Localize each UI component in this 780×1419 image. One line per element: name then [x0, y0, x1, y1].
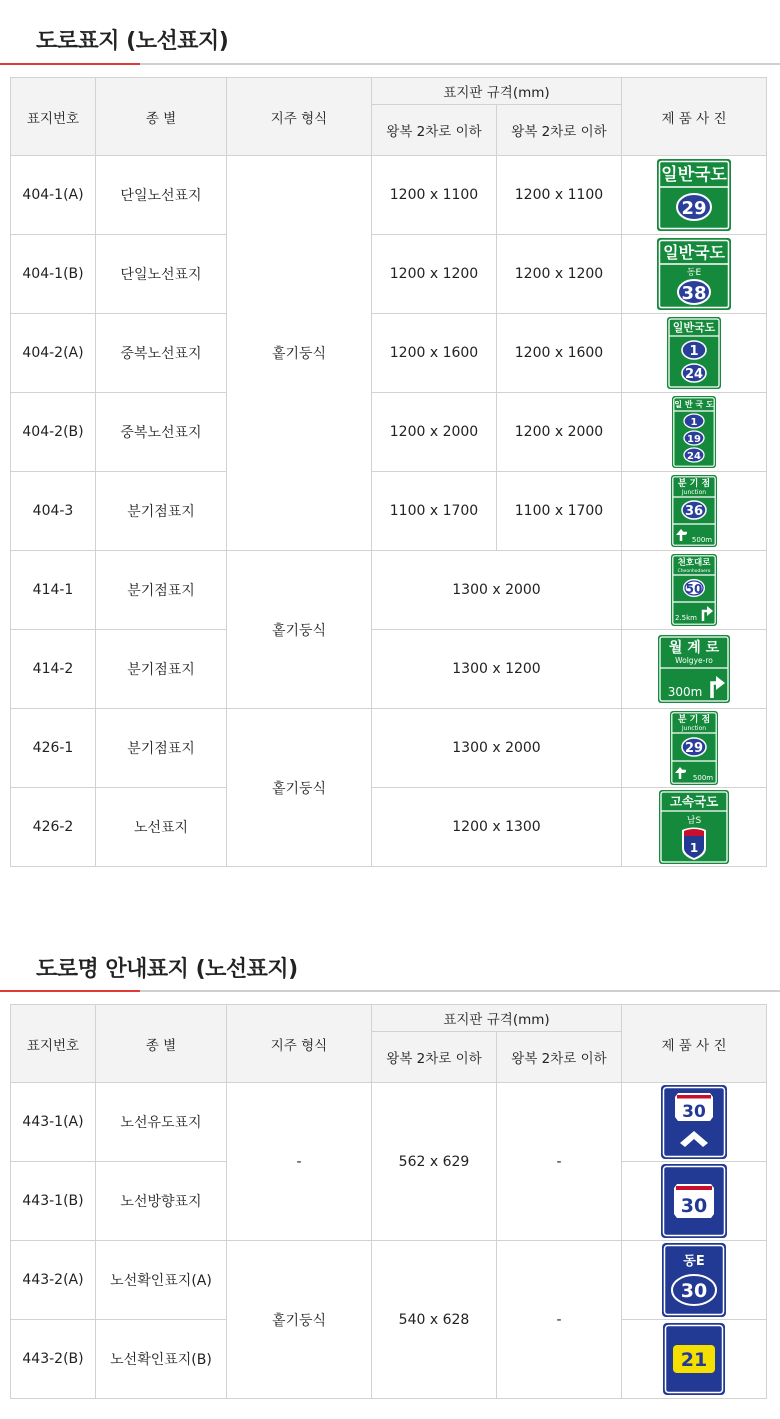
cell-spec2: 1200 x 1600	[497, 314, 622, 393]
cell-type: 분기점표지	[96, 472, 227, 551]
svg-text:29: 29	[684, 741, 704, 756]
cell-photo	[622, 1162, 767, 1241]
cell-spec1: 562 x 629	[372, 1083, 497, 1241]
header-sub2: 왕복 2차로 이하	[497, 1032, 622, 1083]
cell-code: 414-1	[11, 551, 96, 630]
svg-text:30: 30	[680, 1280, 708, 1302]
cell-type: 노선유도표지	[96, 1083, 227, 1162]
cell-photo	[622, 709, 767, 788]
cell-photo	[622, 551, 767, 630]
svg-text:Junction: Junction	[681, 725, 707, 732]
header-sub1: 왕복 2차로 이하	[372, 1032, 497, 1083]
svg-text:50: 50	[685, 582, 703, 596]
header-code: 표지번호	[11, 78, 96, 156]
cell-spec1: 1100 x 1700	[372, 472, 497, 551]
cell-code: 404-2(A)	[11, 314, 96, 393]
svg-text:일 반 국 도: 일 반 국 도	[674, 400, 714, 409]
svg-text:30: 30	[682, 1102, 706, 1122]
table-row	[11, 709, 767, 788]
header-sub1: 왕복 2차로 이하	[372, 105, 497, 156]
cell-type: 단일노선표지	[96, 156, 227, 235]
svg-text:1: 1	[689, 344, 699, 359]
cell-code: 414-2	[11, 630, 96, 709]
svg-text:Junction: Junction	[681, 489, 707, 496]
junction-sign-image	[671, 554, 717, 626]
table-row	[11, 788, 767, 867]
header-code: 표지번호	[11, 1005, 96, 1083]
table-row	[11, 1083, 767, 1162]
cell-type: 노선방향표지	[96, 1162, 227, 1241]
cell-type: 중복노선표지	[96, 393, 227, 472]
cell-code: 404-2(B)	[11, 393, 96, 472]
section-title: 도로표지 (노선표지)	[36, 29, 229, 54]
svg-text:300m: 300m	[667, 685, 703, 699]
cell-type: 분기점표지	[96, 709, 227, 788]
cell-spec1: 1200 x 1100	[372, 156, 497, 235]
table-row	[11, 551, 767, 630]
header-sub2: 왕복 2차로 이하	[497, 105, 622, 156]
cell-photo	[622, 630, 767, 709]
header-spec: 표지판 규격(mm)	[372, 78, 622, 105]
cell-code: 443-2(A)	[11, 1241, 96, 1320]
header-type: 종 별	[96, 1005, 227, 1083]
cell-code: 443-2(B)	[11, 1320, 96, 1399]
cell-code: 443-1(B)	[11, 1162, 96, 1241]
cell-spec1: 1200 x 1200	[372, 235, 497, 314]
svg-text:1: 1	[689, 841, 699, 855]
route-confirm-sign-image	[662, 1243, 726, 1317]
table-row	[11, 472, 767, 551]
cell-spec1: 1200 x 2000	[372, 393, 497, 472]
route-sign-image	[667, 317, 721, 389]
route-sign-image	[657, 238, 731, 310]
svg-text:21: 21	[680, 1349, 708, 1371]
cell-photo	[622, 472, 767, 551]
expressway-sign-image	[659, 790, 729, 864]
section-divider	[0, 63, 780, 65]
svg-text:분 기 점: 분 기 점	[677, 479, 711, 489]
cell-photo	[622, 1320, 767, 1399]
section-road-name-signs	[0, 930, 780, 1419]
svg-text:동E: 동E	[686, 268, 702, 278]
header-type: 종 별	[96, 78, 227, 156]
route-sign-image	[672, 396, 716, 468]
svg-text:24: 24	[684, 367, 704, 382]
cell-type: 분기점표지	[96, 630, 227, 709]
header-photo: 제 품 사 진	[622, 1005, 767, 1083]
cell-photo	[622, 1083, 767, 1162]
cell-spec2: 1200 x 1200	[497, 235, 622, 314]
cell-code: 404-1(A)	[11, 156, 96, 235]
cell-post: 홑기둥식	[227, 551, 372, 709]
junction-sign-image	[670, 711, 718, 785]
route-direction-sign-image	[661, 1164, 727, 1238]
cell-post: 홑기둥식	[227, 1241, 372, 1399]
cell-type: 분기점표지	[96, 551, 227, 630]
cell-code: 404-1(B)	[11, 235, 96, 314]
table-row	[11, 630, 767, 709]
table-row	[11, 235, 767, 314]
header-post: 지주 형식	[227, 78, 372, 156]
svg-text:19: 19	[687, 434, 701, 445]
svg-text:월 계 로: 월 계 로	[668, 640, 720, 656]
svg-text:2.5km: 2.5km	[674, 614, 698, 622]
route-guide-sign-image	[661, 1085, 727, 1159]
svg-text:분 기 점: 분 기 점	[677, 715, 711, 725]
svg-text:24: 24	[687, 451, 701, 462]
cell-code: 426-1	[11, 709, 96, 788]
cell-spec2: 1200 x 1100	[497, 156, 622, 235]
svg-text:1: 1	[690, 417, 698, 428]
route-confirm-sign-image	[663, 1323, 725, 1395]
cell-photo	[622, 235, 767, 314]
cell-type: 노선확인표지(B)	[96, 1320, 227, 1399]
svg-text:일반국도: 일반국도	[672, 321, 716, 334]
table-row	[11, 314, 767, 393]
header-photo: 제 품 사 진	[622, 78, 767, 156]
cell-spec: 1300 x 2000	[372, 709, 622, 788]
svg-text:천호대로: 천호대로	[677, 558, 711, 568]
cell-post: 홑기둥식	[227, 156, 372, 551]
cell-spec: 1300 x 2000	[372, 551, 622, 630]
section-title: 도로명 안내표지 (노선표지)	[36, 957, 298, 982]
cell-photo	[622, 788, 767, 867]
cell-spec2: 1200 x 2000	[497, 393, 622, 472]
cell-type: 단일노선표지	[96, 235, 227, 314]
cell-code: 443-1(A)	[11, 1083, 96, 1162]
svg-text:Cheonhodaero: Cheonhodaero	[677, 569, 711, 574]
section-divider	[0, 990, 780, 992]
cell-photo	[622, 314, 767, 393]
svg-text:고속국도: 고속국도	[669, 794, 719, 809]
cell-spec2: -	[497, 1083, 622, 1241]
svg-text:일반국도: 일반국도	[663, 243, 725, 262]
cell-post: 홑기둥식	[227, 709, 372, 867]
cell-type: 노선표지	[96, 788, 227, 867]
svg-text:30: 30	[680, 1195, 708, 1217]
spec-table	[10, 77, 767, 867]
svg-text:남S: 남S	[686, 816, 702, 826]
header-spec: 표지판 규격(mm)	[372, 1005, 622, 1032]
svg-text:29: 29	[681, 198, 707, 219]
svg-text:500m: 500m	[692, 774, 714, 782]
svg-text:동E: 동E	[683, 1254, 705, 1269]
cell-photo	[622, 156, 767, 235]
table-row	[11, 156, 767, 235]
cell-type: 중복노선표지	[96, 314, 227, 393]
cell-spec1: 540 x 628	[372, 1241, 497, 1399]
svg-text:38: 38	[681, 283, 707, 304]
cell-photo	[622, 393, 767, 472]
spec-table	[10, 1004, 767, 1399]
table-row	[11, 1241, 767, 1320]
cell-spec2: 1100 x 1700	[497, 472, 622, 551]
svg-text:Wolgye-ro: Wolgye-ro	[675, 656, 713, 665]
header-post: 지주 형식	[227, 1005, 372, 1083]
cell-spec2: -	[497, 1241, 622, 1399]
svg-text:500m: 500m	[691, 536, 713, 544]
svg-text:일반국도: 일반국도	[661, 165, 727, 185]
cell-spec: 1200 x 1300	[372, 788, 622, 867]
cell-photo	[622, 1241, 767, 1320]
cell-type: 노선확인표지(A)	[96, 1241, 227, 1320]
svg-text:36: 36	[684, 504, 704, 519]
cell-code: 426-2	[11, 788, 96, 867]
route-sign-image	[657, 159, 731, 231]
cell-post: -	[227, 1083, 372, 1241]
road-name-sign-image	[658, 635, 730, 703]
junction-sign-image	[671, 475, 717, 547]
table-row	[11, 393, 767, 472]
cell-spec1: 1200 x 1600	[372, 314, 497, 393]
cell-code: 404-3	[11, 472, 96, 551]
cell-spec: 1300 x 1200	[372, 630, 622, 709]
